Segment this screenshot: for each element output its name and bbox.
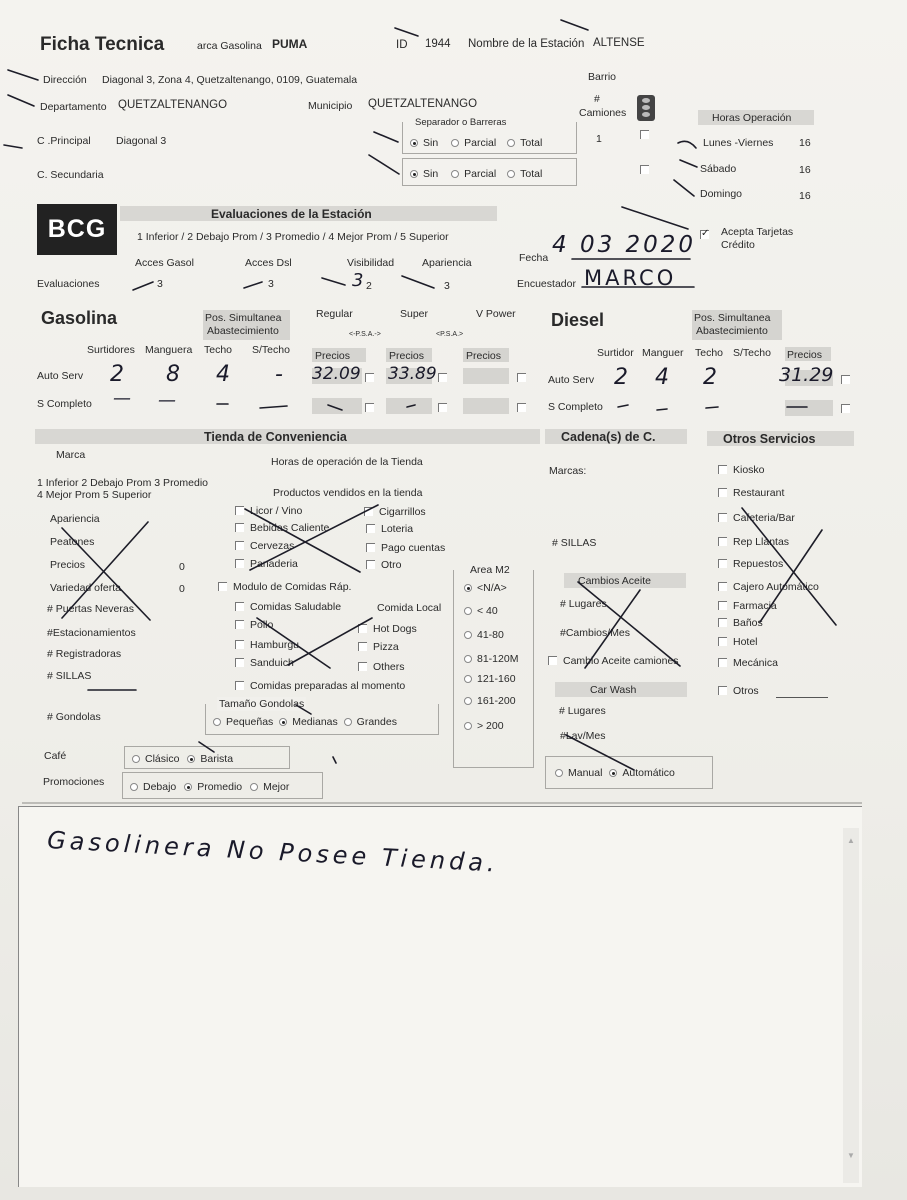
cambios-lugares: # Lugares <box>560 598 607 610</box>
gas-auto-techo: 4 <box>216 362 232 387</box>
calle-principal-label: C .Principal <box>37 135 91 147</box>
marca-value: PUMA <box>272 37 308 51</box>
gas-completo-dash-1: — <box>113 388 133 409</box>
gas-auto-stecho: - <box>275 362 285 387</box>
otros-restaurant[interactable]: Restaurant <box>718 486 784 500</box>
col-visibilidad: Visibilidad <box>347 257 395 269</box>
eval-apariencia: Apariencia <box>50 513 100 525</box>
lunes-value: 16 <box>799 137 811 149</box>
otros-kiosko[interactable]: Kiosko <box>718 463 765 477</box>
gas-completo-check-3[interactable] <box>517 401 532 415</box>
cafe-barista-radio[interactable] <box>187 755 195 763</box>
camiones-checkbox-1[interactable] <box>640 128 655 142</box>
productos-title: Productos vendidos en la tienda <box>273 487 423 499</box>
separador-options-2[interactable]: Sin Parcial Total <box>408 167 542 181</box>
gas-completo-check-1[interactable] <box>365 401 380 415</box>
eval-sillas: # SILLAS <box>47 670 92 682</box>
sabado-label: Sábado <box>700 163 737 175</box>
prod-modulo[interactable]: Modulo de Comidas Ráp. <box>218 580 351 594</box>
evaluaciones-scale: 1 Inferior / 2 Debajo Prom / 3 Promedio / 4 Mejor Prom / 5 Superior <box>137 231 449 243</box>
gondolas-pequenas-radio[interactable] <box>213 718 221 726</box>
prod-bebidas[interactable]: Bebidas Caliente <box>235 521 329 535</box>
carwash-auto-radio[interactable] <box>609 769 617 777</box>
sep1-sin-radio[interactable] <box>410 139 418 147</box>
hw-visibilidad: 3 <box>352 270 366 291</box>
gas-psa-1: <-P.S.A.-> <box>349 331 381 338</box>
sabado-value: 16 <box>799 164 811 176</box>
eval-variedad: Variedad oferta <box>50 582 122 594</box>
dsl-completo-check[interactable] <box>841 402 856 416</box>
encuestador-value: MARCO <box>584 266 677 290</box>
area-box <box>453 570 534 768</box>
prod-panaderia[interactable]: Panaderia <box>235 557 298 571</box>
gondolas-medianas-radio[interactable] <box>279 718 287 726</box>
gondolas-title: Tamaño Gondolas <box>219 698 305 710</box>
prod-comida-local: Comida Local <box>377 602 442 614</box>
otros-blank-line <box>776 697 828 698</box>
cadena-title: Cadena(s) de C. <box>561 430 656 444</box>
promo-options[interactable]: Debajo Promedio Mejor <box>128 780 289 794</box>
prod-pago[interactable]: Pago cuentas <box>366 541 445 555</box>
eval-puertas: # Puertas Neveras <box>47 603 134 615</box>
prod-saludable[interactable]: Comidas Saludable <box>235 600 341 614</box>
cambios-title: Cambios Aceite <box>578 575 651 587</box>
gas-pos-sim-2: Abastecimiento <box>207 325 279 337</box>
domingo-value: 16 <box>799 190 811 202</box>
gas-precios-1: Precios <box>315 350 351 362</box>
direccion-value: Diagonal 3, Zona 4, Quetzaltenango, 0109, Guatemala <box>102 74 358 86</box>
sep2-sin-radio[interactable] <box>410 170 418 178</box>
area-opt-2[interactable]: < 40 <box>462 604 498 618</box>
departamento-label: Departamento <box>40 101 107 113</box>
otros-mecanica[interactable]: Mecánica <box>718 656 778 670</box>
gas-pos-sim-1: Pos. Simultanea <box>205 312 282 324</box>
scroll-down-icon[interactable]: ▼ <box>847 1151 855 1160</box>
gas-completo-label: S Completo <box>37 398 92 410</box>
gas-col-surtidores: Surtidores <box>87 344 135 356</box>
dsl-col-manguer: Manguer <box>642 347 684 359</box>
departamento-value: QUETZALTENANGO <box>118 99 228 111</box>
eval-precios: Precios <box>50 559 86 571</box>
gas-completo-cell-1 <box>312 398 362 414</box>
separador-label: Separador o Barreras <box>415 117 507 128</box>
otros-title: Otros Servicios <box>723 432 816 446</box>
val-acces-dsl: 3 <box>268 278 274 290</box>
eval-registradoras: # Registradoras <box>47 648 122 660</box>
tienda-scale-2: 4 Mejor Prom 5 Superior <box>37 489 152 501</box>
camiones-checkbox-2[interactable] <box>640 163 655 177</box>
tienda-scale-1: 1 Inferior 2 Debajo Prom 3 Promedio <box>37 477 208 489</box>
otros-llantas[interactable]: Rep Llantas <box>718 535 789 549</box>
lunes-label: Lunes -Viernes <box>703 137 774 149</box>
gasolina-title: Gasolina <box>41 308 118 328</box>
eval-gondolas: # Gondolas <box>47 711 101 723</box>
gas-price-check-1[interactable] <box>365 371 380 385</box>
carwash-manual-radio[interactable] <box>555 769 563 777</box>
dsl-auto-manguer: 4 <box>655 365 671 390</box>
gas-price-check-3[interactable] <box>517 371 532 385</box>
dsl-auto-serv-label: Auto Serv <box>548 374 595 386</box>
gas-completo-check-2[interactable] <box>438 401 453 415</box>
gas-completo-cell-3 <box>463 398 509 414</box>
eval-peatones: Peatones <box>50 536 95 548</box>
cafe-options[interactable]: Clásico Barista <box>130 752 233 766</box>
barrio-label: Barrio <box>588 71 617 83</box>
camiones-value: 1 <box>596 133 602 145</box>
gas-auto-serv-label: Auto Serv <box>37 370 84 382</box>
sep2-parcial-radio[interactable] <box>451 170 459 178</box>
area-opt-4[interactable]: 81-120M <box>462 652 518 666</box>
cafe-clasico-radio[interactable] <box>132 755 140 763</box>
dsl-precios: Precios <box>787 349 823 361</box>
cafe-label: Café <box>44 750 67 762</box>
gondolas-options[interactable]: Pequeñas Medianas Grandes <box>211 715 397 729</box>
prod-hotdogs[interactable]: Hot Dogs <box>358 622 417 636</box>
dsl-pos-sim-2: Abastecimiento <box>696 325 768 337</box>
dsl-precio: 31.29 <box>779 364 834 386</box>
gas-vpower: V Power <box>476 308 516 320</box>
dsl-pos-sim-1: Pos. Simultanea <box>694 312 771 324</box>
traffic-light-icon <box>637 95 655 121</box>
gondolas-grandes-radio[interactable] <box>344 718 352 726</box>
dsl-auto-techo: 2 <box>703 365 719 390</box>
calle-secundaria-label: C. Secundaria <box>37 169 104 181</box>
id-value: 1944 <box>425 38 451 50</box>
eval-variedad-val: 0 <box>179 583 185 595</box>
cambios-mes: #Cambios/Mes <box>560 627 631 639</box>
evaluaciones-title: Evaluaciones de la Estación <box>211 207 372 221</box>
acepta-tarjetas-checkbox[interactable] <box>700 230 715 244</box>
tienda-horas: Horas de operación de la Tienda <box>271 456 423 468</box>
prod-otro[interactable]: Otro <box>366 558 401 572</box>
camiones-hash: # <box>594 93 600 105</box>
form-title: Ficha Tecnica <box>40 34 165 55</box>
gas-col-stecho: S/Techo <box>252 344 290 356</box>
municipio-value: QUETZALTENANGO <box>368 98 478 110</box>
promo-label: Promociones <box>43 776 105 788</box>
otros-farmacia[interactable]: Farmacia <box>718 599 777 613</box>
dsl-col-surtidor: Surtidor <box>597 347 634 359</box>
promo-promedio-radio[interactable] <box>184 783 192 791</box>
gas-regular: Regular <box>316 308 353 320</box>
prod-preparadas[interactable]: Comidas preparadas al momento <box>235 679 405 693</box>
gas-col-manguera: Manguera <box>145 344 193 356</box>
val-visibilidad: 2 <box>366 280 372 292</box>
prod-sanduich[interactable]: Sanduich <box>235 656 294 670</box>
otros-hotel[interactable]: Hotel <box>718 635 758 649</box>
otros-otros[interactable]: Otros <box>718 684 759 698</box>
scroll-up-icon[interactable]: ▲ <box>847 836 855 845</box>
col-acces-gasol: Acces Gasol <box>135 257 194 269</box>
gas-precio-super: 33.89 <box>388 364 437 384</box>
carwash-lav: #Lav/Mes <box>560 730 606 742</box>
dsl-price-check[interactable] <box>841 373 856 387</box>
area-opt-7[interactable]: > 200 <box>462 719 504 733</box>
separador-options-1[interactable]: Sin Parcial Total <box>408 136 542 150</box>
horas-operacion-title: Horas Operación <box>712 112 792 124</box>
notes-scrollbar[interactable] <box>843 828 859 1183</box>
fecha-label: Fecha <box>519 252 549 264</box>
dsl-completo-label: S Completo <box>548 401 603 413</box>
sep1-total-radio[interactable] <box>507 139 515 147</box>
cadena-marcas: Marcas: <box>549 465 587 477</box>
gas-precio-regular: 32.09 <box>312 364 361 384</box>
dsl-col-techo: Techo <box>695 347 724 359</box>
gas-completo-cell-2 <box>386 398 432 414</box>
prod-licor[interactable]: Licor / Vino <box>235 504 302 518</box>
col-acces-dsl: Acces Dsl <box>245 257 292 269</box>
gas-precios-2: Precios <box>389 350 425 362</box>
dsl-completo-cell <box>785 400 833 416</box>
camiones-label: Camiones <box>579 107 627 119</box>
promo-debajo-radio[interactable] <box>130 783 138 791</box>
gas-auto-manguera: 8 <box>166 362 182 387</box>
municipio-label: Municipio <box>308 100 353 112</box>
otros-banos[interactable]: Baños <box>718 616 763 630</box>
gas-price-cell-3 <box>463 368 509 384</box>
otros-cajero[interactable]: Cajero Automático <box>718 580 819 594</box>
eval-precios-val: 0 <box>179 561 185 573</box>
notes-text: Gasolinera No Posee Tienda. <box>46 826 500 878</box>
marca-label: arca Gasolina <box>197 40 262 52</box>
otros-cafeteria[interactable]: Cafeteria/Bar <box>718 511 795 525</box>
direccion-label: Dirección <box>43 74 87 86</box>
estacion-label: Nombre de la Estación <box>468 38 585 50</box>
dsl-col-stecho: S/Techo <box>733 347 771 359</box>
cambio-camiones[interactable]: Cambio Aceite camiones <box>548 654 679 668</box>
val-acces-gasol: 3 <box>157 278 163 290</box>
tienda-title: Tienda de Conveniencia <box>204 430 347 444</box>
gas-col-techo: Techo <box>204 344 233 356</box>
cadena-sillas: # SILLAS <box>552 537 597 549</box>
gas-price-check-2[interactable] <box>438 371 453 385</box>
gas-super: Super <box>400 308 429 320</box>
area-opt-6[interactable]: 161-200 <box>462 694 516 708</box>
carwash-lugares: # Lugares <box>559 705 606 717</box>
col-apariencia: Apariencia <box>422 257 472 269</box>
sep2-total-radio[interactable] <box>507 170 515 178</box>
gas-auto-surtidores: 2 <box>110 362 126 387</box>
area-opt-1[interactable]: <N/A> <box>462 581 507 595</box>
acepta-tarjetas-label: Acepta Tarjetas <box>721 226 794 238</box>
carwash-options[interactable]: Manual Automático <box>553 766 675 780</box>
prod-cigarrillos[interactable]: Cigarrillos <box>364 505 426 519</box>
sep1-parcial-radio[interactable] <box>451 139 459 147</box>
prod-pollo[interactable]: Pollo <box>235 618 273 632</box>
prod-cervezas[interactable]: Cervezas <box>235 539 294 553</box>
bcg-logo: BCG <box>37 204 117 255</box>
id-label: ID <box>396 39 408 51</box>
diesel-title: Diesel <box>551 310 605 330</box>
val-apariencia: 3 <box>444 280 450 292</box>
tienda-marca: Marca <box>56 449 86 461</box>
area-opt-3[interactable]: 41-80 <box>462 628 504 642</box>
otros-repuestos[interactable]: Repuestos <box>718 557 783 571</box>
prod-pizza[interactable]: Pizza <box>358 640 399 654</box>
carwash-title: Car Wash <box>590 684 637 696</box>
promo-mejor-radio[interactable] <box>250 783 258 791</box>
domingo-label: Domingo <box>700 188 743 200</box>
evaluaciones-row-label: Evaluaciones <box>37 278 100 290</box>
acepta-tarjetas-label-2: Crédito <box>721 239 755 251</box>
prod-hamburg[interactable]: Hamburgu <box>235 638 299 652</box>
fecha-value: 4 03 2020 <box>552 232 697 258</box>
area-title: Area M2 <box>470 564 510 576</box>
dsl-auto-surtidor: 2 <box>614 365 630 390</box>
gas-completo-dash-2: — <box>158 390 178 411</box>
gas-psa-2: <P.S.A.> <box>436 331 464 338</box>
encuestador-label: Encuestador <box>517 278 576 290</box>
estacion-value: ALTENSE <box>593 37 645 49</box>
calle-principal-value: Diagonal 3 <box>116 135 167 147</box>
eval-estacionamientos: #Estacionamientos <box>47 627 136 639</box>
gas-precios-3: Precios <box>466 350 502 362</box>
area-opt-5[interactable]: 121-160 <box>462 672 516 686</box>
prod-loteria[interactable]: Loteria <box>366 522 413 536</box>
prod-others[interactable]: Others <box>358 660 405 674</box>
